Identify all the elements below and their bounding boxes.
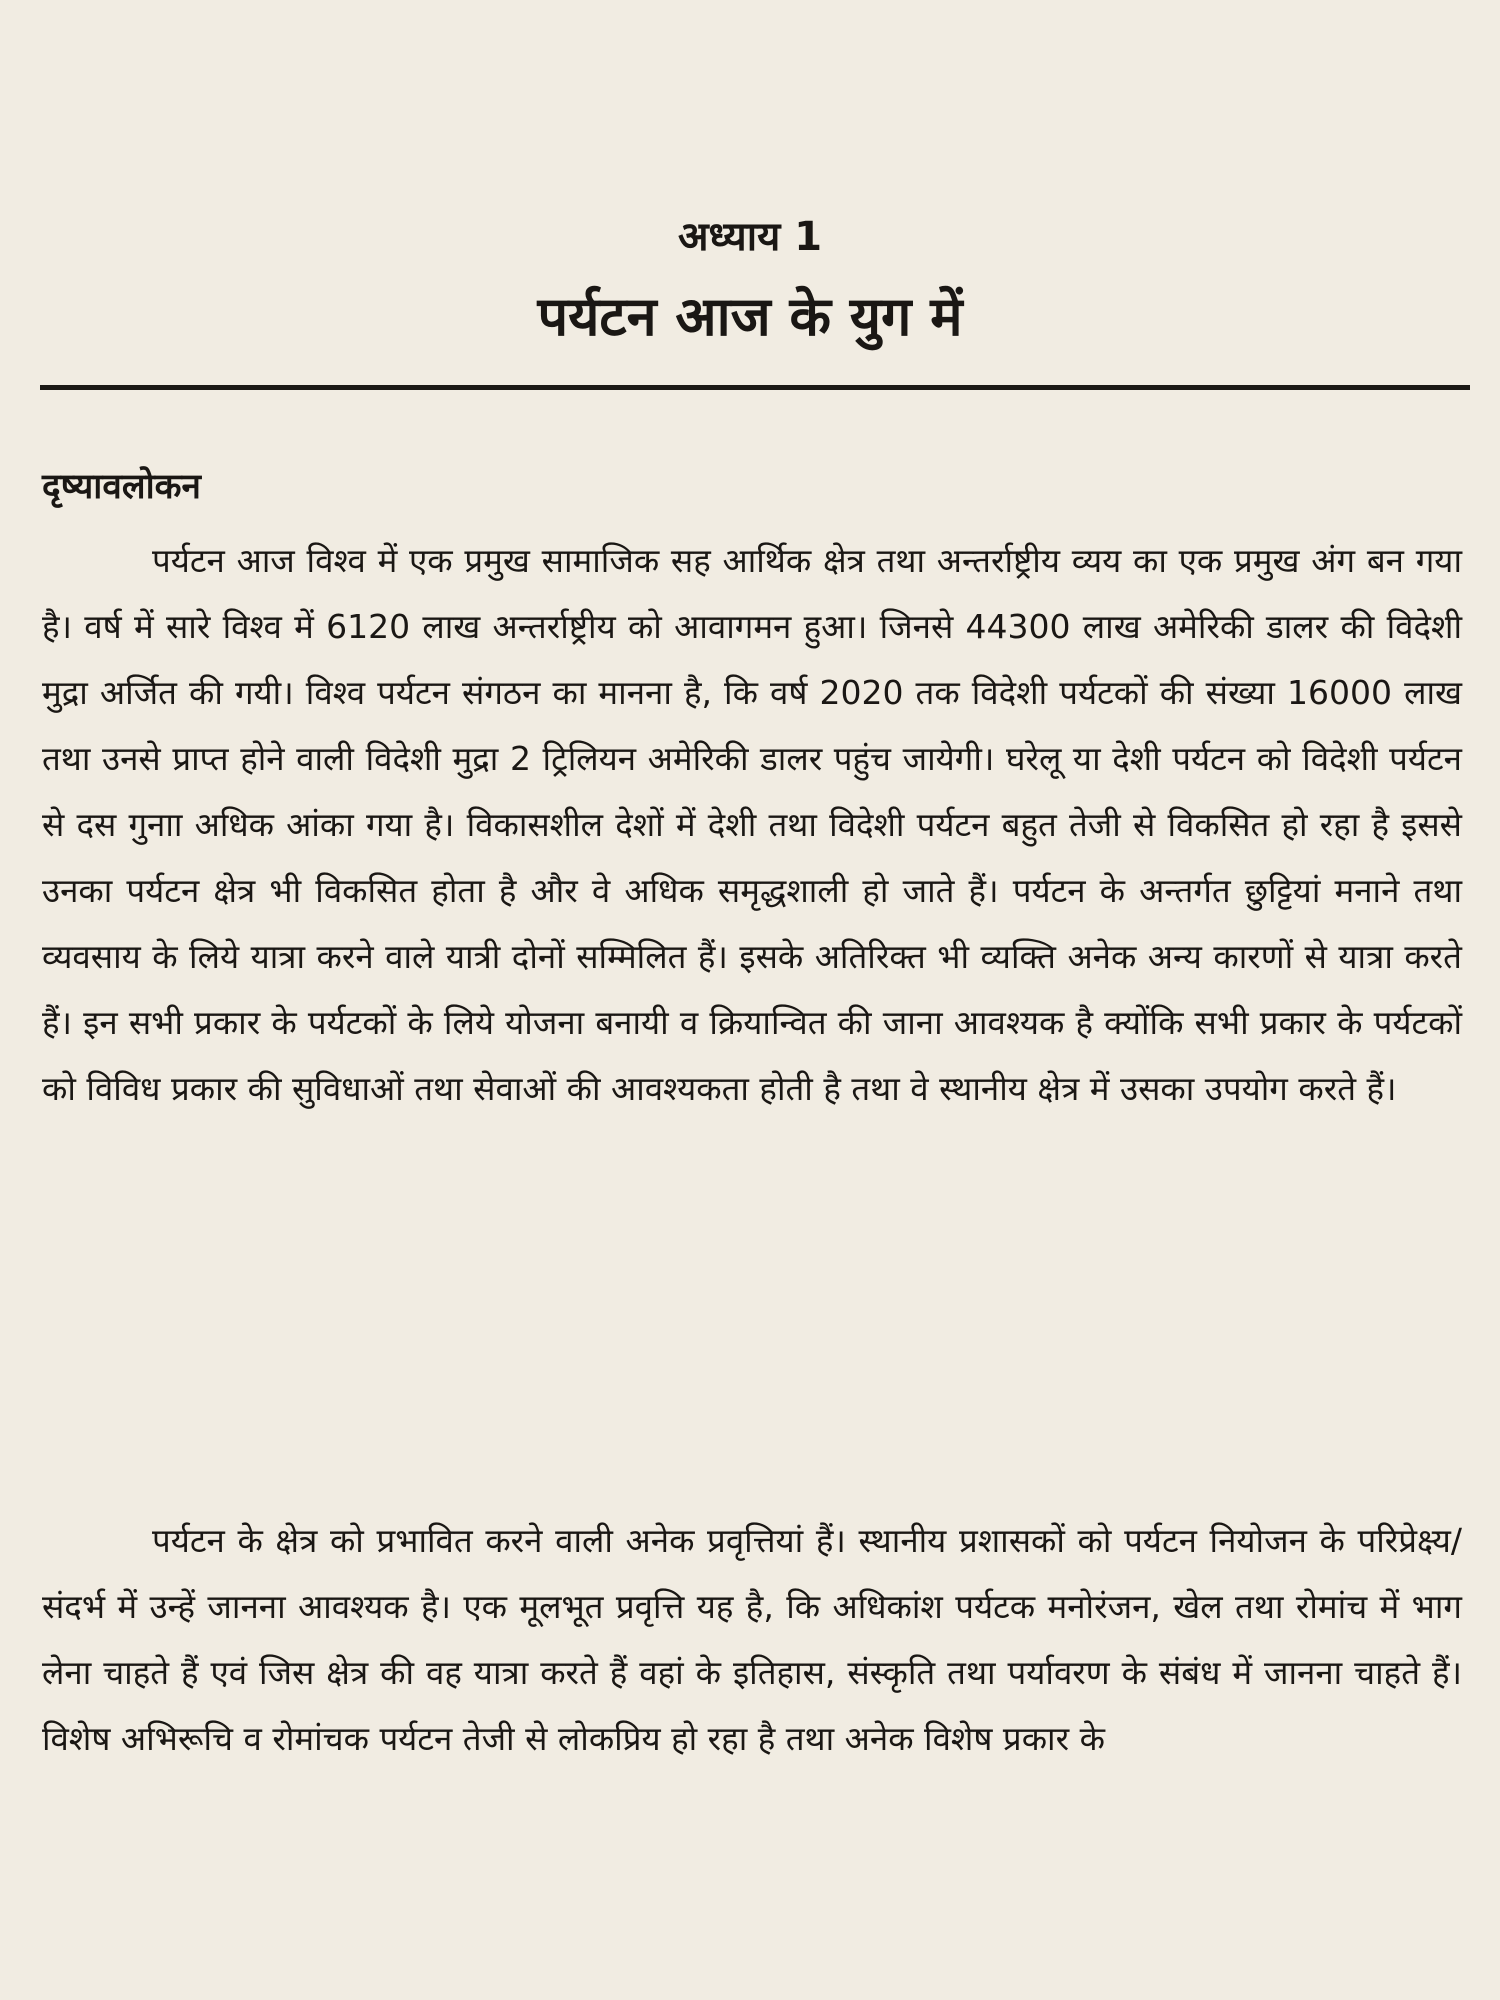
chapter-number: अध्याय 1 bbox=[677, 214, 823, 260]
paragraph-1: पर्यटन आज विश्व में एक प्रमुख सामाजिक सह आर्थिक क्षेत्र तथा अन्तर्राष्ट्रीय व्यय का एक प्रमुख अंग बन गया है। वर्ष में सारे विश्व में 6120 लाख अन्तर्राष्ट्रीय को आवागमन हुआ। जिनसे 44300 लाख अमेरिकी डालर की विदेशी मुद्रा अर्जित की गयी। विश्व पर्यटन संगठन का मानना है, कि वर्ष 2020 तक विदेशी पर्यटकों की संख्या 16000 लाख तथा उनसे प्राप्त होने वाली विदेशी मुद्रा 2 ट्रिलियन अमेरिकी डालर पहुंच जायेगी। घरेलू या देशी पर्यटन को विदेशी पर्यटन से दस गुनाा अधिक आंका गया है। विकासशील देशों में देशी तथा विदेशी पर्यटन बहुत तेजी से विकसित हो रहा है इससे उनका पर्यटन क्षेत्र भी विकसित होता है और वे अधिक समृद्धशाली हो जाते हैं। पर्यटन के अन्तर्गत छुट्टियां मनाने तथा व्यवसाय के लिये यात्रा करने वाले यात्री दोनों सम्मिलित हैं। इसके अतिरिक्त भी व्यक्ति अनेक अन्य कारणों से यात्रा करते हैं। इन सभी प्रकार के पर्यटकों के लिये योजना बनायी व क्रियान्वित की जाना आवश्यक है क्योंकि सभी प्रकार के पर्यटकों को विविध प्रकार की सुविधाओं तथा सेवाओं की आवश्यकता होती है तथा वे स्थानीय क्षेत्र में उसका उपयोग करते हैं। bbox=[42, 541, 1462, 1108]
title-divider bbox=[40, 385, 1470, 390]
chapter-title: पर्यटन आज के युग में bbox=[537, 285, 963, 348]
paragraph-2: पर्यटन के क्षेत्र को प्रभावित करने वाली अनेक प्रवृत्तियां हैं। स्थानीय प्रशासकों को पर्यटन नियोजन के परिप्रेक्ष्य/संदर्भ में उन्हें जानना आवश्यक है। एक मूलभूत प्रवृत्ति यह है, कि अधिकांश पर्यटक मनोरंजन, खेल तथा रोमांच में भाग लेना चाहते हैं एवं जिस क्षेत्र की वह यात्रा करते हैं वहां के इतिहास, संस्कृति तथा पर्यावरण के संबंध में जानना चाहते हैं। विशेष अभिरूचि व रोमांचक पर्यटन तेजी से लोकप्रिय हो रहा है तथा अनेक विशेष प्रकार के bbox=[42, 1521, 1462, 1758]
section-heading: दृष्यावलोकन bbox=[42, 467, 201, 507]
